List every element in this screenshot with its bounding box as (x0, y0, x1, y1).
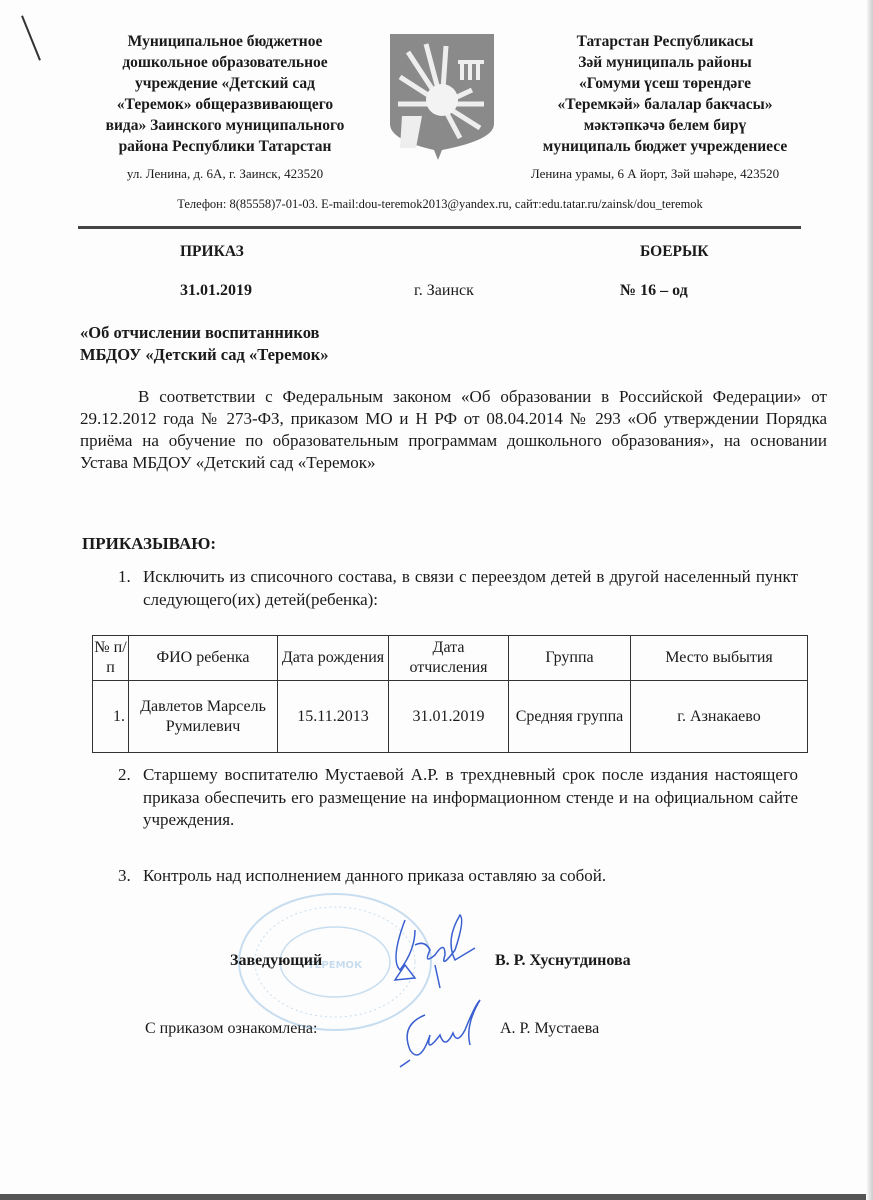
children-table (92, 635, 808, 753)
org-line: вида» Заинского муниципального (105, 117, 345, 134)
item-number: 1. (118, 567, 131, 586)
org-line: мәктәпкәчә белем бирү (583, 117, 747, 134)
order-subject (80, 322, 328, 366)
table-header: Место выбытия (631, 636, 808, 681)
org-line: дошкольное образовательное (122, 54, 328, 71)
subject-line: МБДОУ «Детский сад «Теремок» (80, 345, 329, 364)
org-name-tt (515, 31, 815, 157)
coat-of-arms-logo (388, 32, 496, 160)
order-item-1 (118, 566, 798, 611)
ack-signature (395, 995, 495, 1070)
table-header: ФИО ребенка (129, 636, 278, 681)
item-number: 3. (118, 866, 131, 885)
item-text: Старшему воспитателю Мустаевой А.Р. в трехдневный срок после издания настоящего приказа обеспечить его размещение на информационном стенде и на официальном сайте учреждения. (143, 765, 798, 829)
address-ru: ул. Ленина, д. 6А, г. Заинск, 423520 (126, 166, 324, 181)
table-cell: г. Азнакаево (631, 681, 808, 753)
order-word: ПРИКАЗЫВАЮ: (82, 534, 217, 553)
order-title-ru: ПРИКАЗ (180, 243, 244, 260)
table-header: № п/п (93, 636, 129, 681)
table-header: Группа (509, 636, 631, 681)
org-line: Татарстан Республикасы (576, 33, 754, 50)
scan-mark (21, 15, 41, 60)
contacts: Телефон: 8(85558)7-01-03. E-mail:dou-teremok2013@yandex.ru, сайт:edu.tatar.ru/zainsk/dou_teremok (177, 197, 703, 211)
item-number: 2. (118, 765, 131, 784)
table-cell: 31.01.2019 (389, 681, 509, 753)
order-number: № 16 – од (620, 282, 688, 299)
org-line: Зәй муниципаль районы (578, 54, 752, 71)
head-title: Заведующий (230, 952, 323, 969)
scan-edge (866, 0, 873, 1200)
head-name: В. Р. Хуснутдинова (495, 952, 631, 969)
item-text: Исключить из списочного состава, в связи с переездом детей в другой населенный пункт следующего(их) детей(ребенка): (143, 567, 798, 609)
order-item-2 (118, 764, 798, 832)
table-cell: Давлетов Марсель Румилевич (129, 681, 278, 753)
address-tt: Ленина урамы, 6 А йорт, Зәй шәһәре, 423520 (530, 166, 780, 181)
ack-label: С приказом ознакомлена: (145, 1020, 318, 1037)
ack-name: А. Р. Мустаева (500, 1020, 600, 1037)
head-signature (385, 910, 485, 990)
order-title-tt: БОЕРЫК (640, 243, 709, 260)
table-header: Дата рождения (278, 636, 389, 681)
svg-text:ТЕРЕМОК: ТЕРЕМОК (307, 960, 363, 971)
org-line: «Гомуми үсеш төрендәге (578, 75, 752, 92)
org-name-ru (75, 31, 375, 157)
table-cell: 15.11.2013 (278, 681, 389, 753)
table-cell: 1. (93, 681, 129, 753)
org-line: Муниципальное бюджетное (127, 33, 323, 50)
table-row (93, 681, 808, 753)
preamble: В соответствии с Федеральным законом «Об образовании в Российской Федерации» от 29.12.2012 года № 273-ФЗ, приказом МО и Н РФ от 08.04.2014 № 293 «Об утверждении Порядка приёма на обучение по образовательным программам дошкольного образования», на основании Устава МБДОУ «Детский сад «Теремок» (80, 387, 827, 472)
org-line: муниципаль бюджет учреждениесе (542, 138, 788, 155)
order-date: 31.01.2019 (180, 282, 252, 299)
item-text: Контроль над исполнением данного приказа оставляю за собой. (143, 866, 607, 885)
org-line: учреждение «Детский сад (134, 75, 316, 92)
subject-line: «Об отчислении воспитанников (80, 323, 320, 342)
table-header-row (93, 636, 808, 681)
table-cell: Средняя группа (509, 681, 631, 753)
org-line: «Теремкәй» балалар бакчасы» (557, 96, 773, 113)
org-line: «Теремок» общеразвивающего (116, 96, 334, 113)
order-city: г. Заинск (414, 282, 474, 299)
header-rule (78, 226, 801, 229)
order-item-3 (118, 865, 798, 888)
table-header: Дата отчисления (389, 636, 509, 681)
scan-edge (0, 1194, 873, 1200)
org-line: района Республики Татарстан (118, 138, 332, 155)
